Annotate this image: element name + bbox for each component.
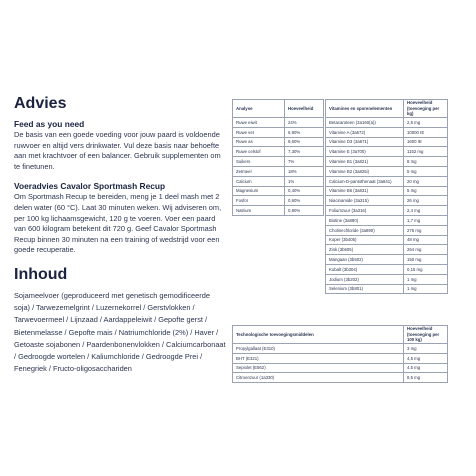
vitamins-amount-cell: 1,7 mg bbox=[404, 215, 448, 225]
analysis-item-cell: Suikers bbox=[233, 157, 285, 167]
vitamins-row bbox=[326, 264, 448, 274]
analysis-row bbox=[233, 147, 324, 157]
vitamins-row bbox=[326, 206, 448, 216]
vitamins-row bbox=[326, 245, 448, 255]
feeding-heading: Voeradvies Cavalor Sportmash Recup bbox=[14, 181, 166, 192]
vitamins-row bbox=[326, 137, 448, 147]
vitamins-header-row bbox=[326, 100, 448, 118]
vitamins-row bbox=[326, 196, 448, 206]
vitamins-item-cell: Cholinechloride (3a890) bbox=[326, 225, 404, 235]
vitamins-amount-cell: 10000 IE bbox=[404, 127, 448, 137]
vitamins-item-cell: Vitamine A (3a672) bbox=[326, 127, 404, 137]
vitamins-header-amount: Hoeveelheid (toevoeging per kg) bbox=[404, 100, 448, 118]
analysis-row bbox=[233, 176, 324, 186]
analysis-header-row bbox=[233, 100, 324, 118]
analysis-row bbox=[233, 206, 324, 216]
analysis-amount-cell: 7,30% bbox=[285, 147, 324, 157]
vitamins-amount-cell: 1600 IE bbox=[404, 137, 448, 147]
vitamins-row bbox=[326, 147, 448, 157]
vitamins-item-cell: Koper (3b405) bbox=[326, 235, 404, 245]
analysis-item-cell: Ruwe vet bbox=[233, 127, 285, 137]
vitamins-row bbox=[326, 225, 448, 235]
analysis-amount-cell: 0,60% bbox=[285, 196, 324, 206]
vitamins-table bbox=[325, 99, 448, 294]
additives-row bbox=[233, 344, 448, 354]
analysis-item-cell: Natrium bbox=[233, 206, 285, 216]
vitamins-item-cell: Mangaan (3b502) bbox=[326, 255, 404, 265]
vitamins-row bbox=[326, 255, 448, 265]
analysis-item-cell: Fosfor bbox=[233, 196, 285, 206]
analysis-item-cell: Magnesium bbox=[233, 186, 285, 196]
analysis-item-cell: Ruwe eiwit bbox=[233, 118, 285, 128]
additives-item-cell: Propylgallaat (E310) bbox=[233, 344, 404, 354]
vitamins-row bbox=[326, 186, 448, 196]
vitamins-amount-cell: 20 mg bbox=[404, 176, 448, 186]
vitamins-row bbox=[326, 157, 448, 167]
analysis-header-name: Analyse bbox=[233, 100, 285, 118]
additives-amount-cell: 8,5 mg bbox=[404, 373, 448, 383]
analysis-row bbox=[233, 186, 324, 196]
advice-heading: Advies bbox=[14, 95, 67, 112]
vitamins-amount-cell: 276 mg bbox=[404, 225, 448, 235]
analysis-row bbox=[233, 196, 324, 206]
vitamins-item-cell: Betacaroteen (3a160(a)) bbox=[326, 118, 404, 128]
analysis-item-cell: Calcium bbox=[233, 176, 285, 186]
vitamins-item-cell: Vitamine E (3a700) bbox=[326, 147, 404, 157]
additives-amount-cell: 3 mg bbox=[404, 344, 448, 354]
additives-table bbox=[232, 325, 448, 383]
product-info bbox=[14, 94, 226, 375]
vitamins-amount-cell: 2,6 mg bbox=[404, 118, 448, 128]
vitamins-amount-cell: 26 mg bbox=[404, 196, 448, 206]
additives-body bbox=[233, 344, 448, 383]
additives-amount-cell: 4,5 mg bbox=[404, 363, 448, 373]
contents-heading: Inhoud bbox=[14, 265, 68, 283]
vitamins-row bbox=[326, 274, 448, 284]
additives-item-cell: Sepiolet (E562) bbox=[233, 363, 404, 373]
analysis-amount-cell: 0,80% bbox=[285, 206, 324, 216]
vitamins-amount-cell: 5 mg bbox=[404, 186, 448, 196]
vitamins-item-cell: Selenium (3b801) bbox=[326, 284, 404, 294]
vitamins-amount-cell: 0,15 mg bbox=[404, 264, 448, 274]
vitamins-item-cell: Vitamine B1 (3a821) bbox=[326, 157, 404, 167]
analysis-amount-cell: 9,60% bbox=[285, 137, 324, 147]
vitamins-item-cell: Jodium (3b202) bbox=[326, 274, 404, 284]
additives-header-row bbox=[233, 326, 448, 344]
vitamins-body bbox=[326, 118, 448, 294]
contents-paragraph: Sojameelvoer (geproduceerd met genetisch gemodificeerde soja) / Tarwezemelgrint / Luzernekorrel / Gerstvlokken / Tarwevoermeel / Lijnzaad / Aardappeleiwit / Gepofte gerst / Bietenmelasse / Gepofte mais / Natriumchloride (2%) / Haver / Getoaste sojabonen / Paardenbonenvlokken / Calciumcarbonaat / Gedroogde wortelen / Kaliumchloride / Gedroogde Prei / Fenegriek / Fructo-oligosacchariden bbox=[14, 290, 226, 374]
additives-header-name: Technologische toevoegingsmiddelen bbox=[233, 326, 404, 344]
vitamins-row bbox=[326, 235, 448, 245]
vitamins-amount-cell: 48 mg bbox=[404, 235, 448, 245]
vitamins-amount-cell: 8 mg bbox=[404, 157, 448, 167]
vitamins-row bbox=[326, 166, 448, 176]
vitamins-amount-cell: 1152 mg bbox=[404, 147, 448, 157]
additives-row bbox=[233, 353, 448, 363]
vitamins-item-cell: Niacinamide (3a315) bbox=[326, 196, 404, 206]
vitamins-item-cell: Foliumzuur (3a316) bbox=[326, 206, 404, 216]
analysis-row bbox=[233, 118, 324, 128]
vitamins-amount-cell: 2,4 mg bbox=[404, 206, 448, 216]
vitamins-amount-cell: 150 mg bbox=[404, 255, 448, 265]
vitamins-item-cell: Calcium-D-pantothenaat (3a841) bbox=[326, 176, 404, 186]
vitamins-item-cell: Vitamine D3 (3a671) bbox=[326, 137, 404, 147]
vitamins-row bbox=[326, 215, 448, 225]
analysis-row bbox=[233, 137, 324, 147]
additives-header-amount: Hoeveelheid (toevoeging per 100 kg) bbox=[404, 326, 448, 344]
analysis-row bbox=[233, 127, 324, 137]
advice-paragraph: De basis van een goede voeding voor jouw paard is voldoende ruwvoer en altijd vers drinkwater. Vul deze basis naar behoefte aan met krachtvoer of een balancer. Gebruik supplementen om te finetunen. bbox=[14, 130, 221, 171]
analysis-table bbox=[232, 99, 324, 216]
additives-item-cell: BHT (E321) bbox=[233, 353, 404, 363]
analysis-amount-cell: 18% bbox=[285, 166, 324, 176]
additives-amount-cell: 4,5 mg bbox=[404, 353, 448, 363]
analysis-amount-cell: 24% bbox=[285, 118, 324, 128]
analysis-body bbox=[233, 118, 324, 216]
analysis-item-cell: Ruwe as bbox=[233, 137, 285, 147]
advice-subheading: Feed as you need bbox=[14, 119, 85, 129]
vitamins-row bbox=[326, 176, 448, 186]
vitamins-item-cell: Vitamine B6 (3a831) bbox=[326, 186, 404, 196]
vitamins-amount-cell: 1 mg bbox=[404, 284, 448, 294]
analysis-amount-cell: 7% bbox=[285, 157, 324, 167]
analysis-header-amount: Hoeveelheid bbox=[285, 100, 324, 118]
vitamins-row bbox=[326, 284, 448, 294]
vitamins-row bbox=[326, 118, 448, 128]
vitamins-amount-cell: 264 mg bbox=[404, 245, 448, 255]
feeding-paragraph: Om Sportmash Recup te bereiden, meng je 1 deel mash met 2 delen water (60 °C). Laat 30 minuten weken. Wij adviseren om, per 100 kg lichaamsgewicht, 120 g te voeren. Voer een paard van 600 kilogram betekent dit 720 g. Geef Cavalor Sportmash Recup binnen 30 minuten na een training of wedstrijd voor een goede recuperatie. bbox=[14, 192, 222, 255]
additives-item-cell: Citroenzuur (1a330) bbox=[233, 373, 404, 383]
additives-row bbox=[233, 373, 448, 383]
analysis-row bbox=[233, 157, 324, 167]
analysis-amount-cell: 0,40% bbox=[285, 186, 324, 196]
analysis-amount-cell: 1% bbox=[285, 176, 324, 186]
analysis-row bbox=[233, 166, 324, 176]
additives-row bbox=[233, 363, 448, 373]
vitamins-row bbox=[326, 127, 448, 137]
analysis-item-cell: Ruwe celstof bbox=[233, 147, 285, 157]
analysis-item-cell: Zetmeel bbox=[233, 166, 285, 176]
vitamins-amount-cell: 5 mg bbox=[404, 166, 448, 176]
vitamins-item-cell: Zink (3b605) bbox=[326, 245, 404, 255]
vitamins-item-cell: Kobalt (3b304) bbox=[326, 264, 404, 274]
vitamins-header-name: Vitamines en sporenelementen bbox=[326, 100, 404, 118]
vitamins-item-cell: Biotine (3a880) bbox=[326, 215, 404, 225]
vitamins-amount-cell: 1 mg bbox=[404, 274, 448, 284]
vitamins-item-cell: Vitamine B2 (3a825i) bbox=[326, 166, 404, 176]
analysis-amount-cell: 6,90% bbox=[285, 127, 324, 137]
